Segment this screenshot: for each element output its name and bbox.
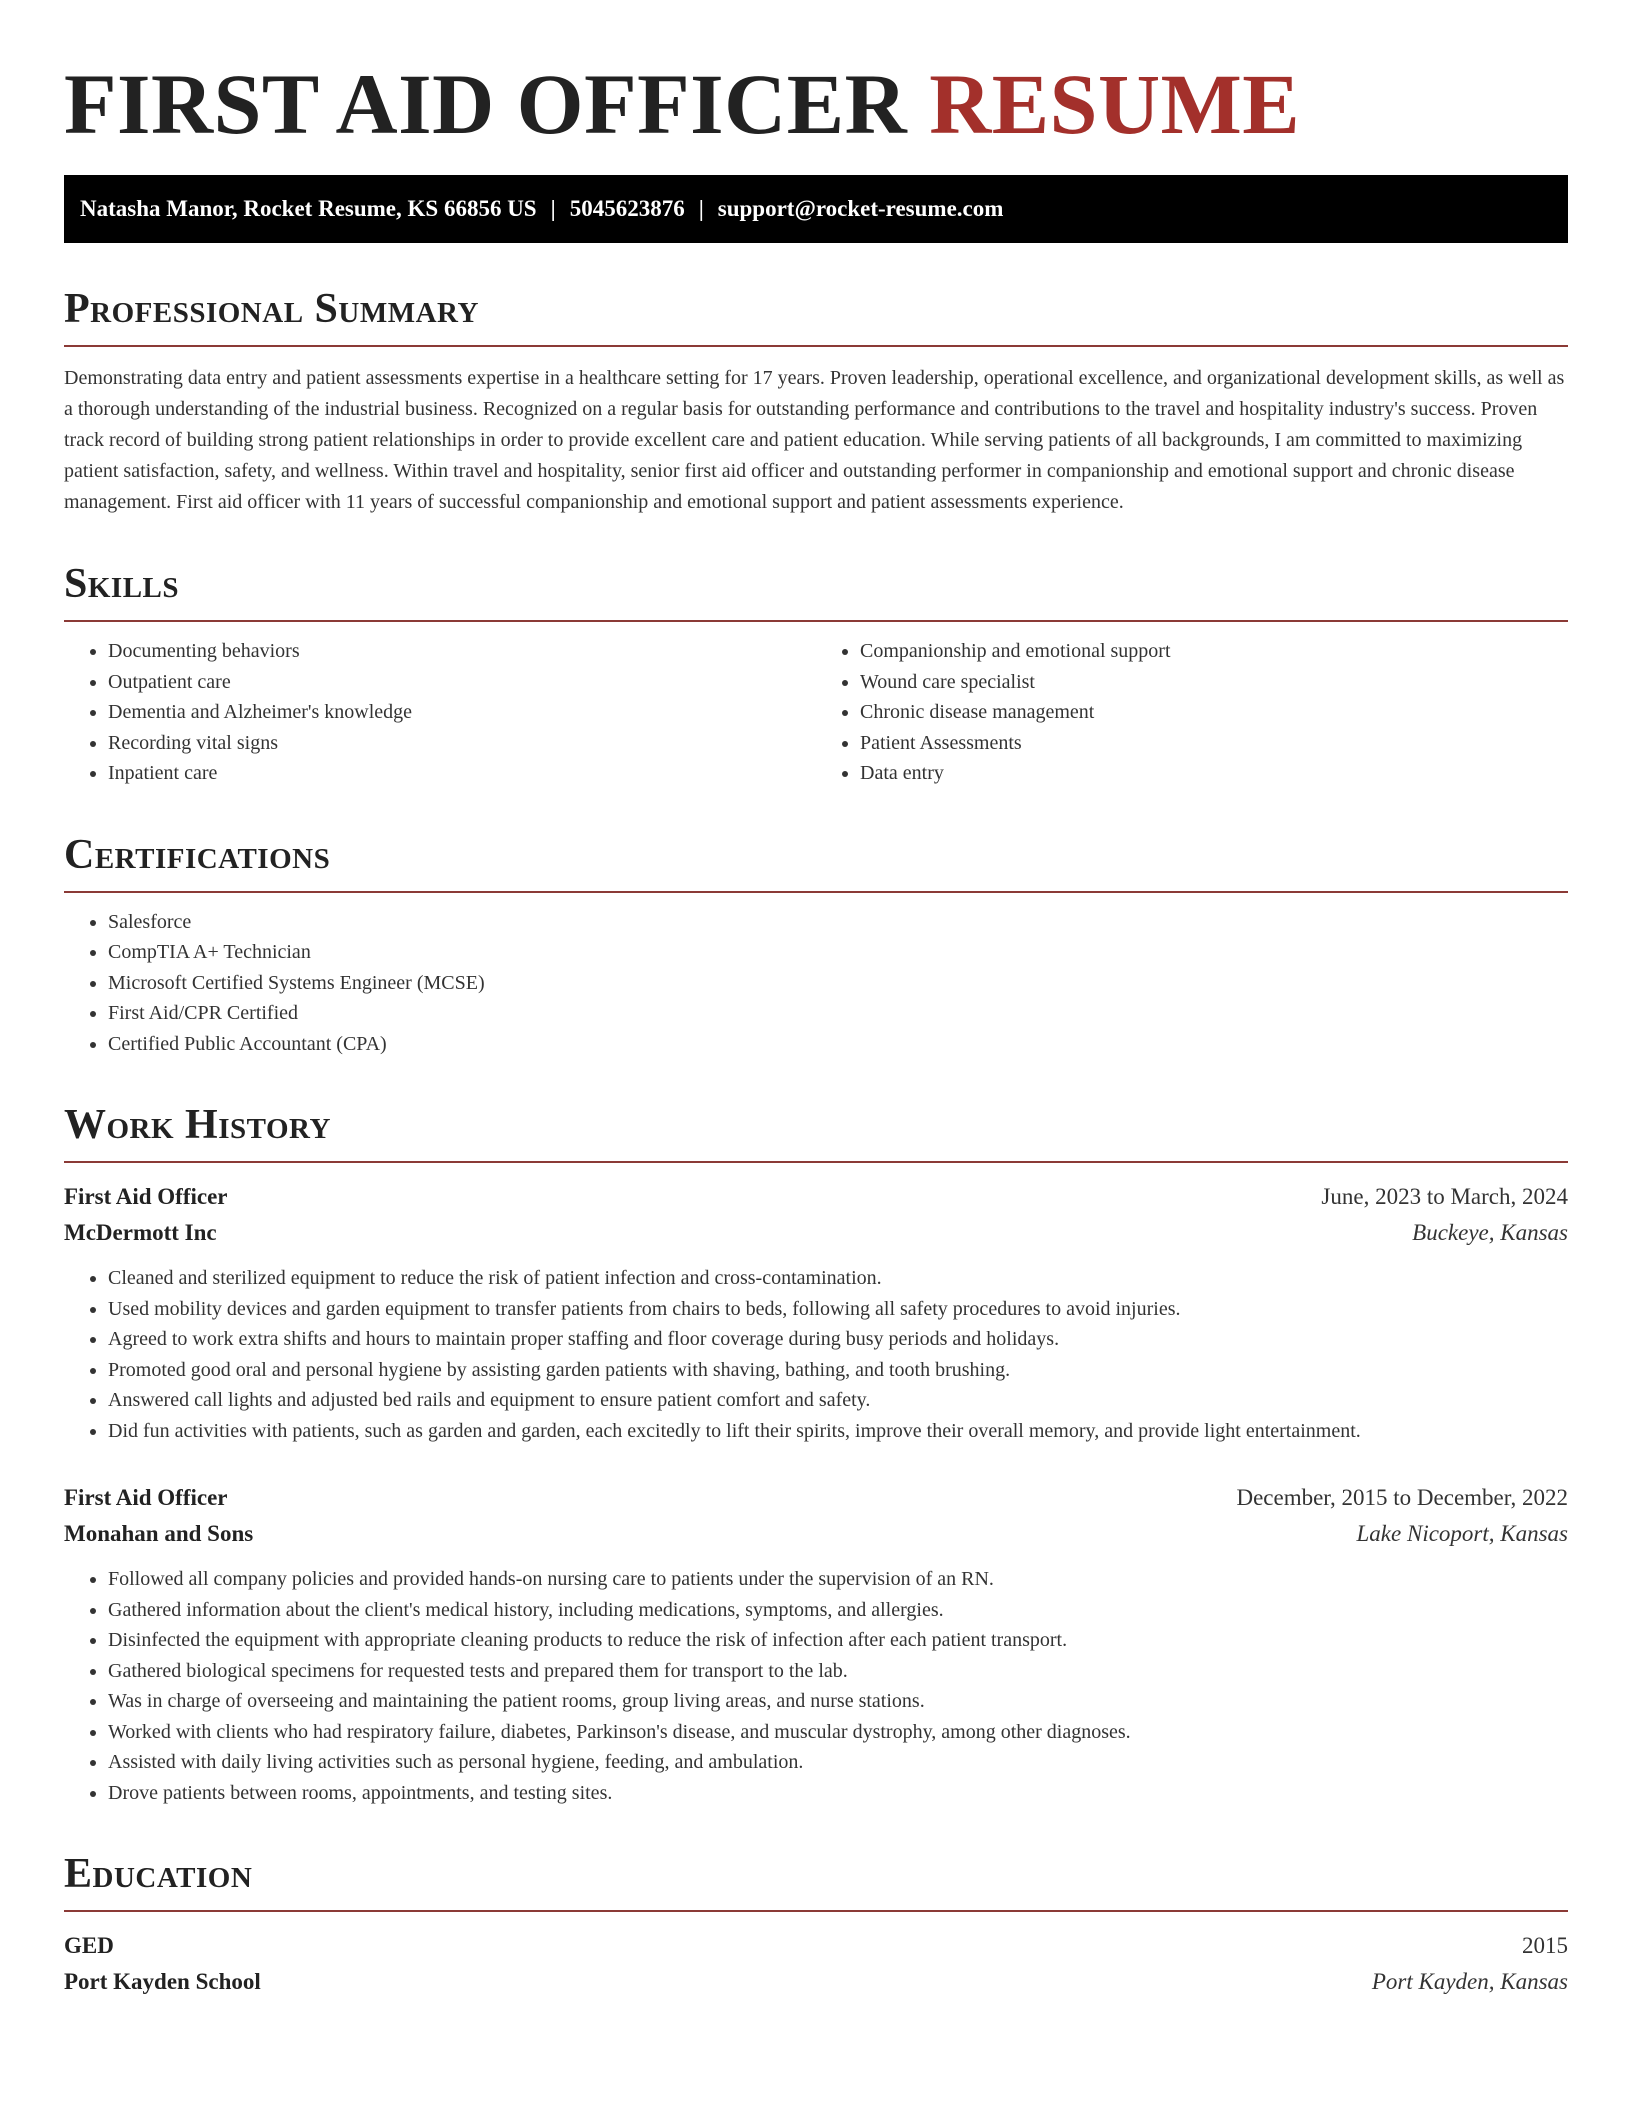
- skill-item: • Inpatient care: [108, 758, 816, 789]
- skill-item: • Data entry: [860, 758, 1568, 789]
- certifications-section: [64, 831, 1568, 1060]
- education-degree-row: [64, 1928, 1568, 1964]
- job-duty-item: • Promoted good oral and personal hygiene by assisting garden patients with shaving, bathing, and tooth brushing.: [108, 1355, 1568, 1386]
- job-duty-item: • Agreed to work extra shifts and hours to maintain proper staffing and floor coverage during busy periods and holidays.: [108, 1324, 1568, 1355]
- job-company: Monahan and Sons: [64, 1521, 254, 1546]
- section-heading-education: Education: [64, 1850, 1568, 1912]
- job-location: Buckeye, Kansas: [1412, 1220, 1568, 1245]
- job-duty-item: • Assisted with daily living activities such as personal hygiene, feeding, and ambulation.: [108, 1747, 1568, 1778]
- education-location: Port Kayden, Kansas: [1371, 1969, 1568, 1994]
- education-entry: [64, 1928, 1568, 2000]
- title-main: FIRST AID OFFICER: [64, 56, 908, 152]
- job-duty-item: • Did fun activities with patients, such as garden and garden, each excitedly to lift their spirits, improve their overall memory, and provide light entertainment.: [108, 1416, 1568, 1447]
- certification-item: • CompTIA A+ Technician: [108, 937, 1568, 968]
- job-dates: June, 2023 to March, 2024: [1321, 1184, 1568, 1209]
- skills-list-left: [64, 636, 816, 789]
- certifications-list: [64, 907, 1568, 1060]
- skill-item: • Dementia and Alzheimer's knowledge: [108, 697, 816, 728]
- job-dates: December, 2015 to December, 2022: [1236, 1485, 1568, 1510]
- contact-email: support@rocket-resume.com: [717, 196, 1004, 221]
- section-heading-summary: Professional Summary: [64, 285, 1568, 347]
- job-title: First Aid Officer: [64, 1485, 228, 1510]
- job-duty-item: • Cleaned and sterilized equipment to reduce the risk of patient infection and cross-contamination.: [108, 1263, 1568, 1294]
- title-accent: RESUME: [929, 56, 1301, 152]
- section-heading-certifications: Certifications: [64, 831, 1568, 893]
- job-location: Lake Nicoport, Kansas: [1356, 1521, 1568, 1546]
- job-entry: [64, 1480, 1568, 1808]
- summary-section: [64, 285, 1568, 518]
- resume-title: [64, 0, 1568, 150]
- education-degree: GED: [64, 1933, 114, 1958]
- work-history-section: [64, 1101, 1568, 1808]
- certification-item: • Salesforce: [108, 907, 1568, 938]
- skill-item: • Outpatient care: [108, 667, 816, 698]
- job-duties-list: [64, 1263, 1568, 1446]
- job-duty-item: • Was in charge of overseeing and maintaining the patient rooms, group living areas, and nurse stations.: [108, 1686, 1568, 1717]
- section-heading-work-history: Work History: [64, 1101, 1568, 1163]
- skill-item: • Patient Assessments: [860, 728, 1568, 759]
- contact-separator: |: [550, 196, 556, 221]
- job-company: McDermott Inc: [64, 1220, 217, 1245]
- contact-address: Natasha Manor, Rocket Resume, KS 66856 US: [80, 196, 537, 221]
- skill-item: • Documenting behaviors: [108, 636, 816, 667]
- skill-item: • Recording vital signs: [108, 728, 816, 759]
- skill-item: • Chronic disease management: [860, 697, 1568, 728]
- skill-item: • Companionship and emotional support: [860, 636, 1568, 667]
- skills-grid: [64, 636, 1568, 789]
- education-section: [64, 1850, 1568, 2000]
- section-heading-skills: Skills: [64, 560, 1568, 622]
- job-company-row: [64, 1215, 1568, 1251]
- skills-section: [64, 560, 1568, 789]
- contact-bar: [64, 175, 1568, 243]
- job-duty-item: • Used mobility devices and garden equipment to transfer patients from chairs to beds, following all safety procedures to avoid injuries.: [108, 1294, 1568, 1325]
- job-entry: [64, 1179, 1568, 1446]
- job-title: First Aid Officer: [64, 1184, 228, 1209]
- job-duty-item: • Gathered information about the client's medical history, including medications, symptoms, and allergies.: [108, 1595, 1568, 1626]
- education-school-row: [64, 1964, 1568, 2000]
- certification-item: • Microsoft Certified Systems Engineer (MCSE): [108, 968, 1568, 999]
- job-duty-item: • Worked with clients who had respiratory failure, diabetes, Parkinson's disease, and muscular dystrophy, among other diagnoses.: [108, 1717, 1568, 1748]
- skill-item: • Wound care specialist: [860, 667, 1568, 698]
- job-header-row: [64, 1179, 1568, 1215]
- education-year: 2015: [1522, 1933, 1568, 1958]
- job-duty-item: • Gathered biological specimens for requested tests and prepared them for transport to the lab.: [108, 1656, 1568, 1687]
- certification-item: • Certified Public Accountant (CPA): [108, 1029, 1568, 1060]
- resume-page: [64, 0, 1568, 2000]
- contact-separator: |: [698, 196, 704, 221]
- certification-item: • First Aid/CPR Certified: [108, 998, 1568, 1029]
- job-header-row: [64, 1480, 1568, 1516]
- summary-text: Demonstrating data entry and patient assessments expertise in a healthcare setting for 17 years. Proven leadership, operational excellence, and organizational development skills, as well as a thorough understanding of the industrial business. Recognized on a regular basis for outstanding performance and contributions to the travel and hospitality industry's success. Proven track record of building strong patient relationships in order to provide excellent care and patient education. While serving patients of all backgrounds, I am committed to maximizing patient satisfaction, safety, and wellness. Within travel and hospitality, senior first aid officer and outstanding performer in companionship and emotional support and chronic disease management. First aid officer with 11 years of successful companionship and emotional support and patient assessments experience.: [64, 367, 1565, 513]
- job-duty-item: • Followed all company policies and provided hands-on nursing care to patients under the supervision of an RN.: [108, 1564, 1568, 1595]
- contact-phone: 5045623876: [569, 196, 685, 221]
- job-duty-item: • Disinfected the equipment with appropriate cleaning products to reduce the risk of infection after each patient transport.: [108, 1625, 1568, 1656]
- skills-list-right: [816, 636, 1568, 789]
- job-duty-item: • Drove patients between rooms, appointments, and testing sites.: [108, 1778, 1568, 1809]
- job-duties-list: [64, 1564, 1568, 1808]
- job-company-row: [64, 1516, 1568, 1552]
- job-duty-item: • Answered call lights and adjusted bed rails and equipment to ensure patient comfort and safety.: [108, 1385, 1568, 1416]
- education-school: Port Kayden School: [64, 1969, 261, 1994]
